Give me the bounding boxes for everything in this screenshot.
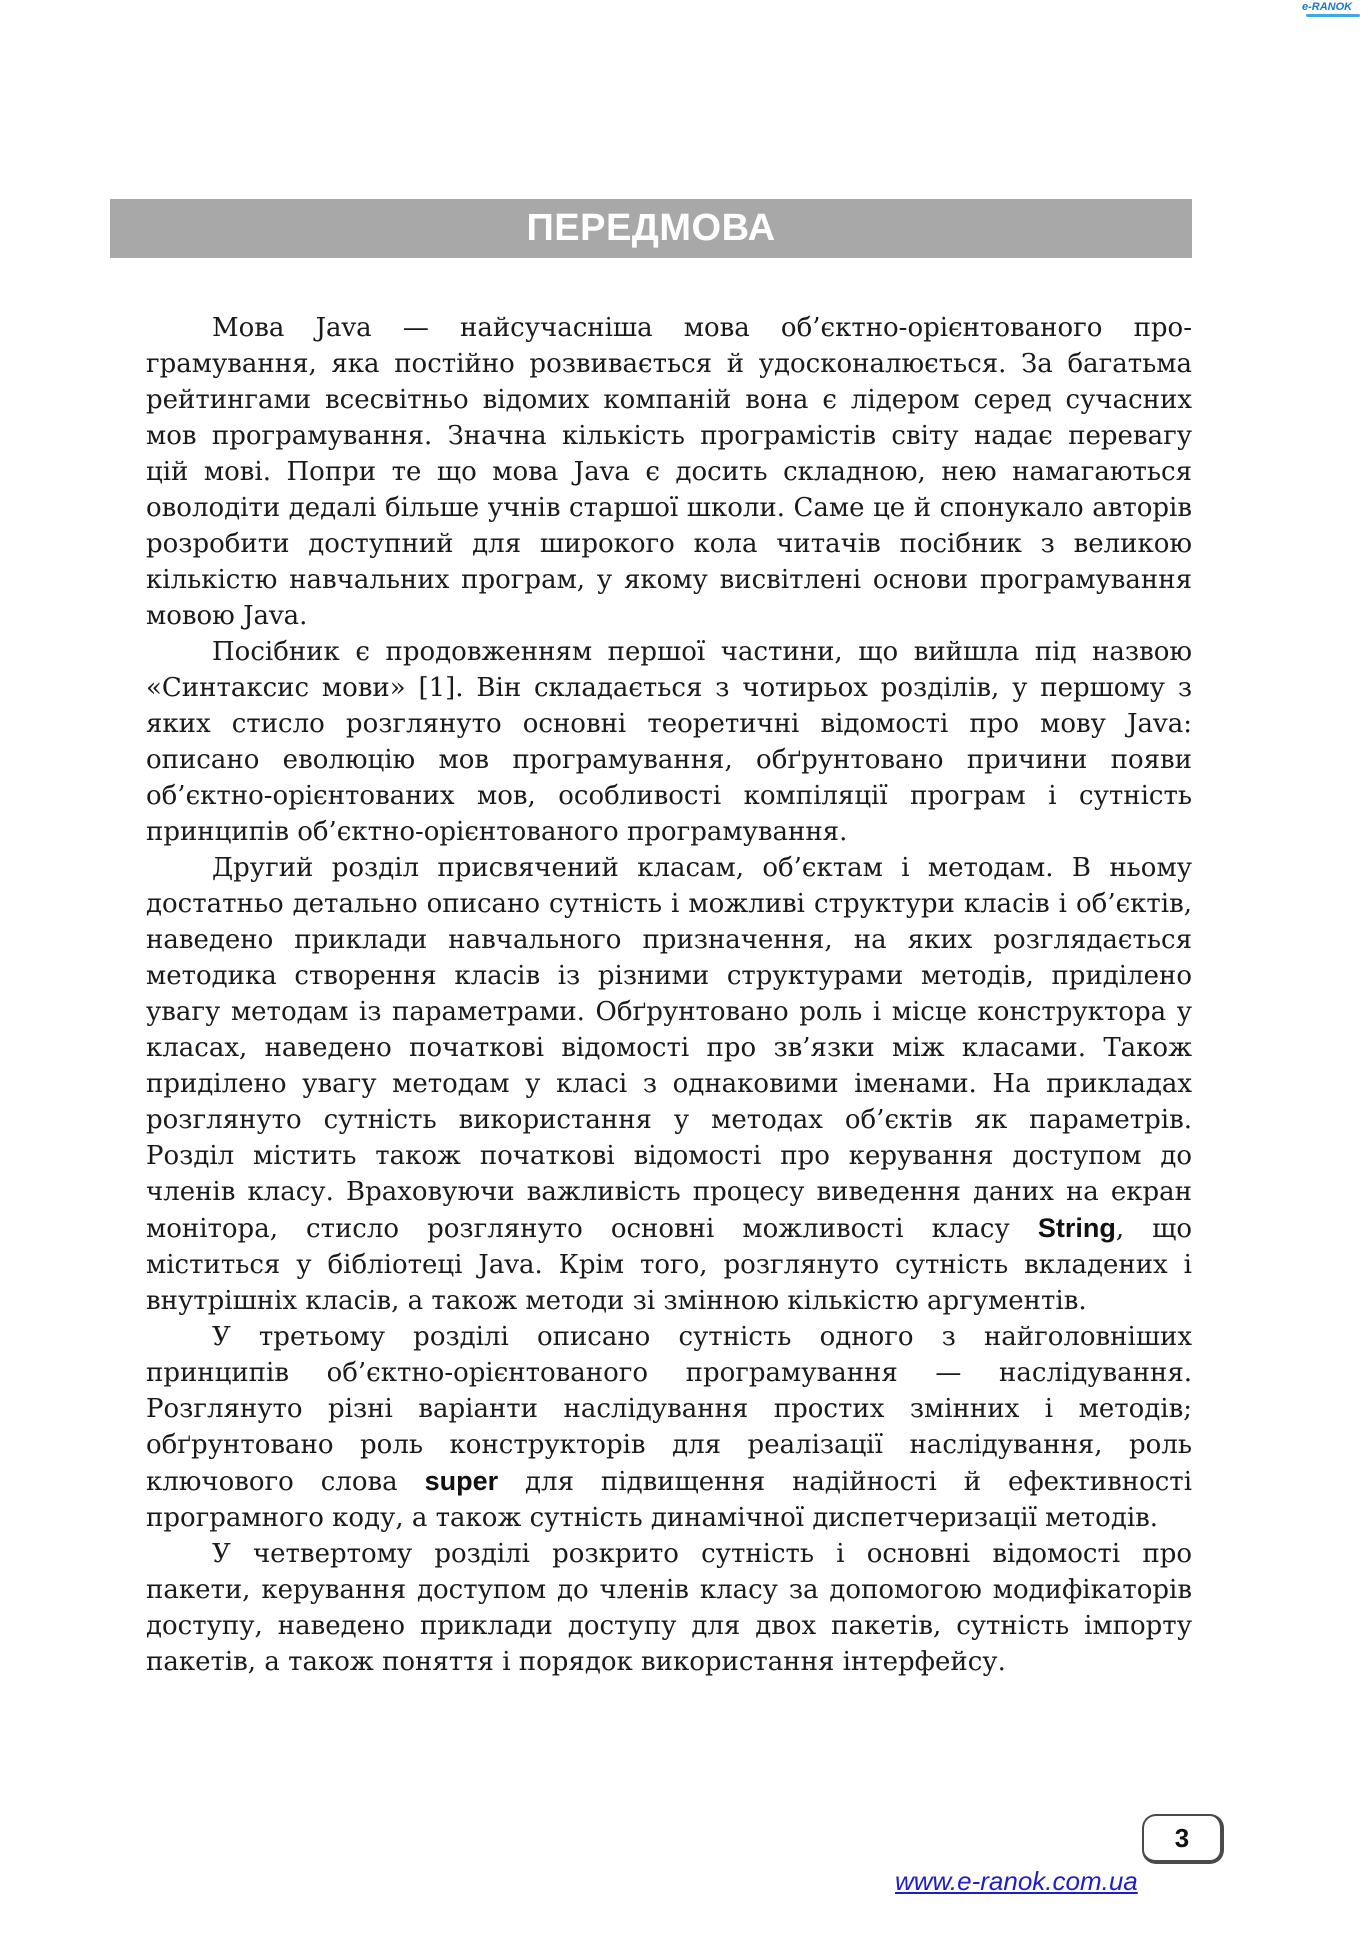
paragraph-2: Посібник є продовженням першої частини, що вийшла під назвою «Синтаксис мови» [1]. Він складається з чотирьох розділів, у першому з яких стисло розглянуто основні теоретичні відомості про мову Java: описано еволюцію мов програмування, обґрунтовано причини появи об’єктно-орієнтованих мов, особливості компіляції програм і сутність принципів об’єктно-орієнтованого програмування. [146,637,1192,847]
publisher-logo [1302,0,1370,18]
section-title-banner [110,199,1192,258]
code-keyword-string: String [1037,1213,1116,1243]
page-title: ПЕРЕДМОВА [526,207,776,249]
logo-swoosh-icon [1306,14,1360,17]
paragraph-4-text-after: для підвищення надійності й ефективності програмного коду, а також сутність динамічної диспетчеризації методів. [146,1467,1193,1533]
paragraph-3 [146,850,1192,1319]
code-keyword-super: super [424,1466,499,1496]
page-number: 3 [1174,1823,1190,1853]
paragraph-3-text-after: , що міститься у бібліотеці Java. Крім того, розглянуто сутність вкладених і внутрішніх класів, а також методи зі змінною кількістю аргументів. [146,1214,1192,1316]
paragraph-4-text-before: У третьому розділі описано сутність одного з найголовніших принципів об’єктно-орієнтованого програмування — наслідування. Розглянуто різні варіанти наслідування простих змінних і методів; обґрунтовано роль конструкторів для реалізації наслідування, роль ключового слова [146,1322,1192,1497]
website-link[interactable]: www.e-ranok.com.ua [895,1866,1138,1896]
paragraph-3-text-before: Другий розділ присвячений класам, об’єктам і методам. В ньому достатньо детально описано сутність і можливі структури класів і об’єктів, наведено приклади навчального призначення, на яких розглядається методика створення класів із різними структурами методів, приділено увагу методам із параметрами. Обґрунтовано роль і місце конструктора у класах, наведено початкові відомості про зв’язки між класами. Також приділено увагу методам у класі з однаковими іменами. На прикладах розглянуто сутність використання у методах об’єктів як параметрів. Розділ містить також початкові відомості про керування доступом до членів класу. Враховуючи важливість процесу виведення даних на екран монітора, стисло розглянуто основні можливості класу [146,853,1192,1244]
paragraph-4 [146,1319,1192,1536]
page-number-badge [1142,1814,1224,1864]
preface-body [146,310,1192,1680]
paragraph-5: У четвертому розділі розкрито сутність і основні відомості про пакети, керування доступом до членів класу за допомогою модифікаторів доступу, наведено приклади доступу для двох пакетів, сутність імпорту пакетів, а також поняття і порядок використання інтерфейсу. [146,1539,1192,1677]
paragraph-1: Мова Java — найсучасніша мова об’єктно-орієнтованого програмування, яка постійно розвивається й удосконалюється. За багатьма рейтингами всесвітньо відомих компаній вона є лідером серед сучасних мов програмування. Значна кількість програмістів світу надає перевагу цій мові. Попри те що мова Java є досить складною, нею намагаються оволодіти дедалі більше учнів старшої школи. Саме це й спонукало авторів розробити доступний для широкого кола читачів посібник з великою кількістю навчальних програм, у якому висвітлені основи програмування мовою Java. [146,313,1192,631]
logo-text: e-RANOK [1302,1,1353,13]
